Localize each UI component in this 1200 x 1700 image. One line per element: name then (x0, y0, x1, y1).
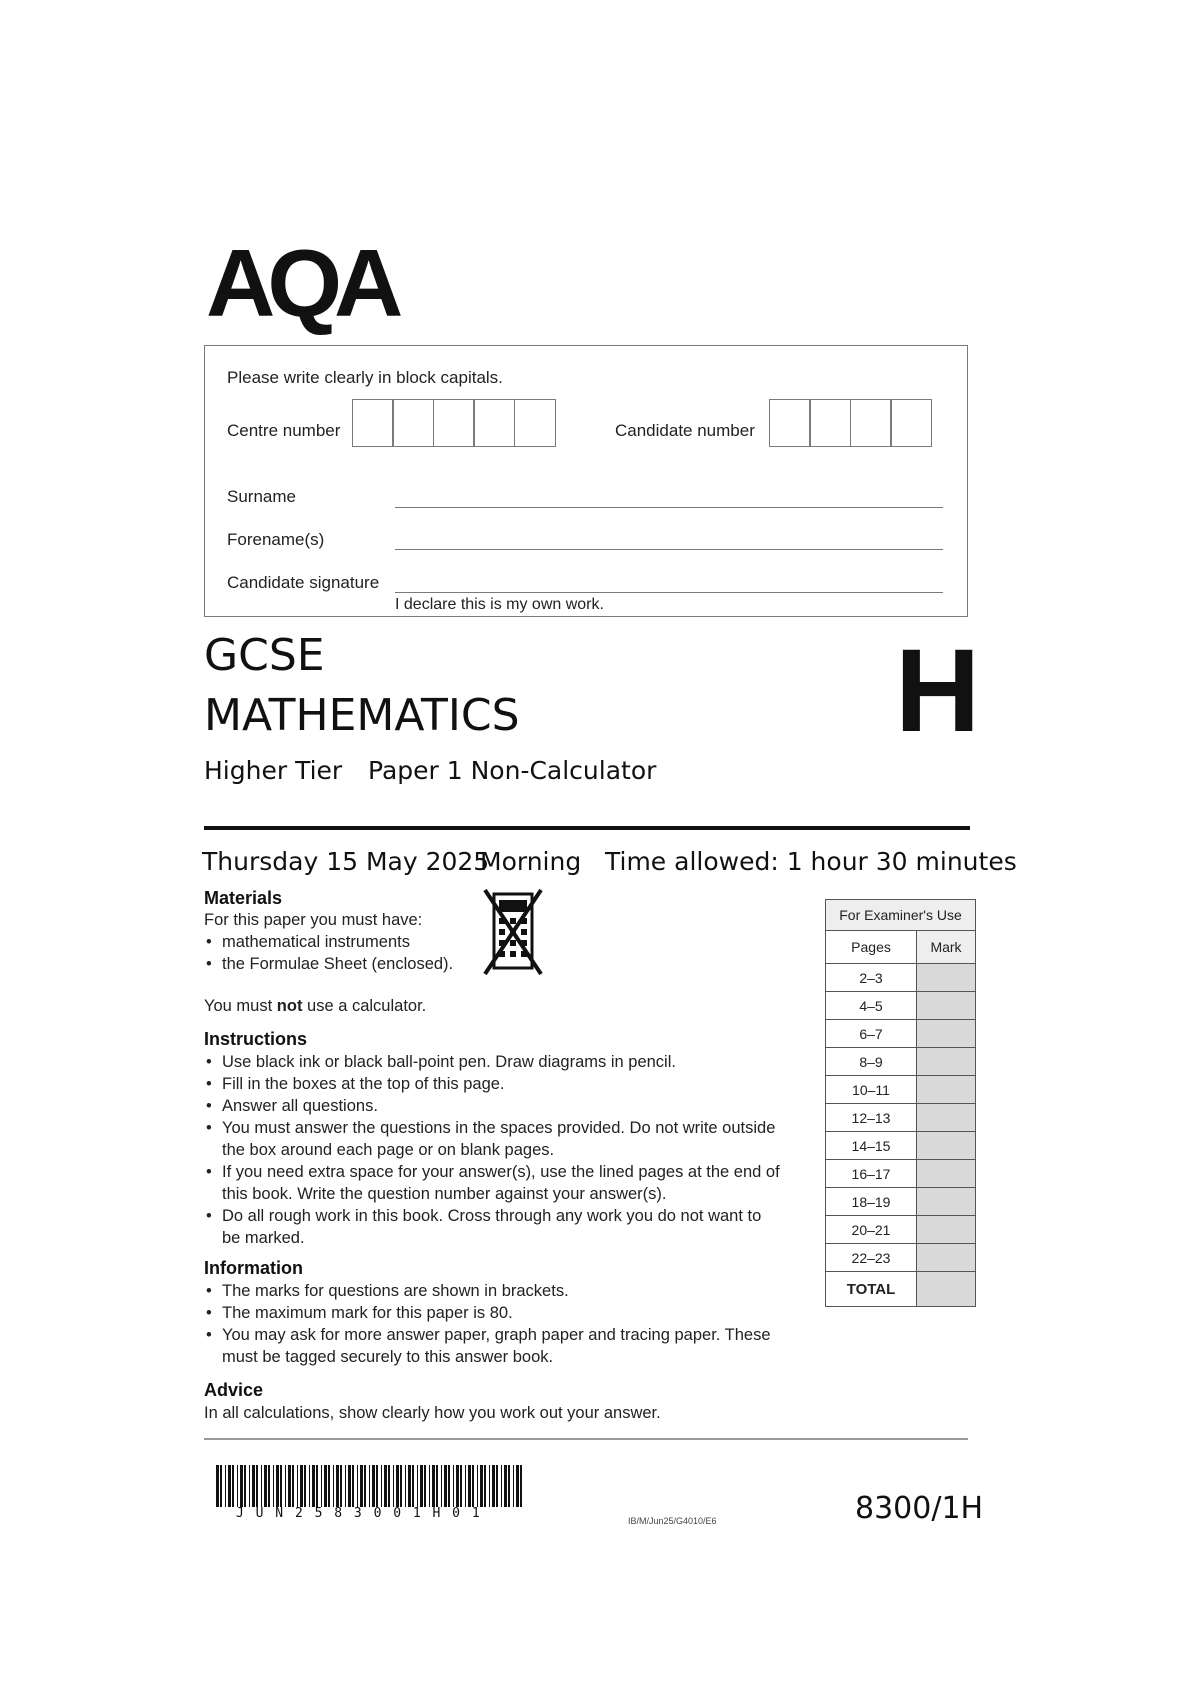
signature-label: Candidate signature (227, 573, 380, 592)
candidate-details-box (204, 345, 968, 617)
pages-cell: 14–15 (826, 1132, 917, 1160)
total-mark-cell (917, 1272, 976, 1307)
barcode-bar (312, 1465, 315, 1507)
centre-digit-box[interactable] (514, 399, 556, 447)
advice-heading: Advice (204, 1380, 264, 1400)
barcode-bar (400, 1465, 402, 1507)
qualification-title: GCSE (204, 630, 325, 681)
pages-cell: 20–21 (826, 1216, 917, 1244)
barcode-bar (496, 1465, 498, 1507)
barcode-bar (393, 1465, 394, 1507)
barcode-bar (333, 1465, 334, 1507)
barcode-bar (513, 1465, 514, 1507)
barcode-bar (460, 1465, 462, 1507)
forenames-field[interactable] (395, 548, 943, 550)
centre-number-boxes[interactable] (353, 399, 556, 447)
barcode-bar (369, 1465, 370, 1507)
centre-digit-box[interactable] (352, 399, 394, 447)
barcode-bar (300, 1465, 303, 1507)
barcode-bar (429, 1465, 430, 1507)
barcode-bar (508, 1465, 510, 1507)
materials-heading: Materials (204, 888, 283, 908)
barcode-bar (412, 1465, 414, 1507)
information-list (204, 1280, 784, 1368)
barcode-text: J U N 2 5 8 3 0 0 1 H 0 1 (236, 1506, 482, 1521)
barcode-bar (240, 1465, 243, 1507)
pages-cell: 16–17 (826, 1160, 917, 1188)
barcode-bar (285, 1465, 286, 1507)
barcode-bar (336, 1465, 339, 1507)
mark-cell (917, 992, 976, 1020)
barcode-bar (304, 1465, 306, 1507)
barcode-bar (372, 1465, 375, 1507)
calc-notice-emphasis: not (276, 997, 303, 1015)
barcode-bar (453, 1465, 454, 1507)
mark-cell (917, 1188, 976, 1216)
barcode-bar (489, 1465, 490, 1507)
barcode-bar (520, 1465, 522, 1507)
calculator-notice (204, 997, 426, 1016)
pages-cell: 2–3 (826, 964, 917, 992)
mark-cell (917, 964, 976, 992)
table-row (826, 1244, 976, 1272)
barcode-bar (345, 1465, 346, 1507)
instructions-list (204, 1051, 784, 1249)
time-allowed: Time allowed: 1 hour 30 minutes (605, 847, 1017, 876)
paper-code: 8300/1H (855, 1491, 984, 1526)
barcode (216, 1465, 526, 1507)
barcode-bar (417, 1465, 418, 1507)
table-row (826, 1020, 976, 1048)
barcode-bar (484, 1465, 486, 1507)
exam-session: Morning (480, 847, 582, 876)
mark-cell (917, 1132, 976, 1160)
barcode-bar (405, 1465, 406, 1507)
barcode-bar (504, 1465, 507, 1507)
barcode-bar (388, 1465, 390, 1507)
barcode-bar (273, 1465, 274, 1507)
barcode-bar (432, 1465, 435, 1507)
barcode-bar (360, 1465, 363, 1507)
subject-title: MATHEMATICS (204, 690, 520, 741)
barcode-bar (220, 1465, 222, 1507)
barcode-bar (424, 1465, 426, 1507)
table-row (826, 1104, 976, 1132)
list-item: • If you need extra space for your answer(s), use the lined pages at the end of this book. Write the question number against your answer(s). (204, 1161, 784, 1205)
list-item: • Use black ink or black ball-point pen. Draw diagrams in pencil. (204, 1051, 784, 1073)
barcode-bar (376, 1465, 378, 1507)
candidate-number-boxes[interactable] (770, 399, 932, 447)
barcode-bar (472, 1465, 474, 1507)
exam-date: Thursday 15 May 2025 (202, 847, 490, 876)
barcode-bar (225, 1465, 226, 1507)
barcode-bar (228, 1465, 231, 1507)
barcode-bar (232, 1465, 234, 1507)
candidate-digit-box[interactable] (769, 399, 811, 447)
examiner-use-table (825, 899, 976, 1307)
list-item: • the Formulae Sheet (enclosed). (204, 953, 494, 975)
barcode-bar (261, 1465, 262, 1507)
pages-cell: 8–9 (826, 1048, 917, 1076)
barcode-bar (516, 1465, 519, 1507)
pages-cell: 18–19 (826, 1188, 917, 1216)
barcode-bar (280, 1465, 282, 1507)
barcode-bar (237, 1465, 238, 1507)
pages-cell: 22–23 (826, 1244, 917, 1272)
barcode-bar (444, 1465, 447, 1507)
barcode-bar (256, 1465, 258, 1507)
tier-label: Higher Tier (204, 756, 343, 785)
total-label: TOTAL (826, 1272, 917, 1307)
mark-cell (917, 1020, 976, 1048)
instructions-heading: Instructions (204, 1029, 308, 1049)
centre-digit-box[interactable] (433, 399, 475, 447)
barcode-bar (480, 1465, 483, 1507)
barcode-bar (396, 1465, 399, 1507)
information-section (204, 1256, 784, 1368)
barcode-bar (441, 1465, 442, 1507)
surname-label: Surname (227, 487, 296, 506)
paper-label: Paper 1 Non-Calculator (368, 756, 657, 785)
block-capitals-instruction: Please write clearly in block capitals. (227, 368, 503, 387)
barcode-bar (328, 1465, 330, 1507)
barcode-bar (316, 1465, 318, 1507)
list-item: • You may ask for more answer paper, graph paper and tracing paper. These must be tagged securely to this answer book. (204, 1324, 784, 1368)
barcode-bar (276, 1465, 279, 1507)
barcode-bar (292, 1465, 294, 1507)
barcode-bar (501, 1465, 502, 1507)
list-item: • mathematical instruments (204, 931, 494, 953)
mark-cell (917, 1104, 976, 1132)
barcode-bar (324, 1465, 327, 1507)
footer-divider (204, 1438, 968, 1440)
barcode-bar (436, 1465, 438, 1507)
materials-section (204, 888, 494, 975)
table-row (826, 1160, 976, 1188)
table-row (826, 1216, 976, 1244)
pages-cell: 12–13 (826, 1104, 917, 1132)
barcode-bar (264, 1465, 267, 1507)
mark-cell (917, 1216, 976, 1244)
list-item: • The maximum mark for this paper is 80. (204, 1302, 784, 1324)
barcode-bar (381, 1465, 382, 1507)
mark-cell (917, 1244, 976, 1272)
candidate-digit-box[interactable] (890, 399, 932, 447)
list-item: • Do all rough work in this book. Cross through any work you do not want to be marked. (204, 1205, 784, 1249)
barcode-bar (249, 1465, 250, 1507)
table-row (826, 1132, 976, 1160)
materials-list (204, 931, 494, 975)
barcode-bar (477, 1465, 478, 1507)
no-calculator-icon (482, 886, 544, 978)
barcode-bar (456, 1465, 459, 1507)
materials-intro: For this paper you must have: (204, 911, 423, 929)
barcode-bar (244, 1465, 246, 1507)
table-row (826, 964, 976, 992)
pages-column-header: Pages (826, 931, 917, 964)
barcode-bar (468, 1465, 471, 1507)
list-item: • The marks for questions are shown in brackets. (204, 1280, 784, 1302)
calc-notice-pre: You must (204, 997, 277, 1015)
pages-cell: 6–7 (826, 1020, 917, 1048)
barcode-bar (352, 1465, 354, 1507)
barcode-bar (448, 1465, 450, 1507)
list-item: • Answer all questions. (204, 1095, 784, 1117)
mark-cell (917, 1076, 976, 1104)
barcode-bar (288, 1465, 291, 1507)
centre-digit-box[interactable] (473, 399, 515, 447)
mark-column-header: Mark (917, 931, 976, 964)
mark-cell (917, 1048, 976, 1076)
surname-field[interactable] (395, 506, 943, 508)
table-row (826, 1048, 976, 1076)
centre-number-label: Centre number (227, 421, 341, 440)
information-heading: Information (204, 1258, 303, 1278)
advice-text: In all calculations, show clearly how you work out your answer. (204, 1404, 661, 1422)
barcode-bar (297, 1465, 298, 1507)
barcode-bar (492, 1465, 495, 1507)
table-row (826, 992, 976, 1020)
instructions-section (204, 1027, 784, 1249)
examiner-table-title: For Examiner's Use (826, 900, 976, 931)
mark-cell (917, 1160, 976, 1188)
barcode-bar (340, 1465, 342, 1507)
barcode-bar (408, 1465, 411, 1507)
calc-notice-post: use a calculator. (302, 997, 427, 1015)
signature-field[interactable] (395, 591, 943, 593)
pages-cell: 10–11 (826, 1076, 917, 1104)
barcode-bar (268, 1465, 270, 1507)
candidate-number-label: Candidate number (615, 421, 755, 440)
barcode-bar (364, 1465, 366, 1507)
title-divider (204, 826, 970, 830)
table-row (826, 1188, 976, 1216)
barcode-bar (357, 1465, 358, 1507)
barcode-bar (309, 1465, 310, 1507)
barcode-bar (321, 1465, 322, 1507)
list-item: • Fill in the boxes at the top of this page. (204, 1073, 784, 1095)
tier-letter: H (895, 625, 981, 757)
barcode-bar (420, 1465, 423, 1507)
barcode-bar (348, 1465, 351, 1507)
candidate-digit-box[interactable] (850, 399, 892, 447)
forenames-label: Forename(s) (227, 530, 325, 549)
aqa-logo: AQA (206, 230, 396, 337)
advice-section (204, 1378, 784, 1424)
declaration-text: I declare this is my own work. (395, 596, 604, 613)
table-row (826, 1076, 976, 1104)
barcode-bar (252, 1465, 255, 1507)
centre-digit-box[interactable] (392, 399, 434, 447)
barcode-bar (216, 1465, 219, 1507)
pages-cell: 4–5 (826, 992, 917, 1020)
paper-reference: IB/M/Jun25/G4010/E6 (628, 1516, 717, 1526)
list-item: • You must answer the questions in the spaces provided. Do not write outside the box around each page or on blank pages. (204, 1117, 784, 1161)
barcode-bar (384, 1465, 387, 1507)
candidate-digit-box[interactable] (809, 399, 851, 447)
barcode-bar (465, 1465, 466, 1507)
